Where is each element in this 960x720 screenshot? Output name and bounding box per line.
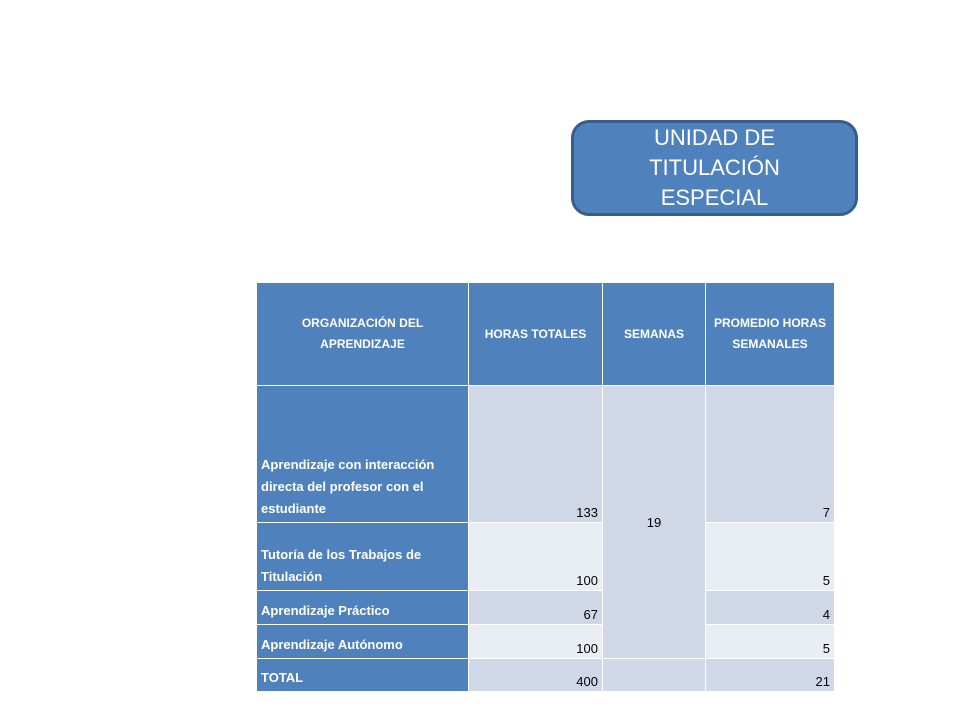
table-header-row xyxy=(257,283,835,386)
row-total-hours: 133 xyxy=(469,386,603,523)
row-label: Tutoría de los Trabajos de Titulación xyxy=(257,523,469,591)
total-label: TOTAL xyxy=(257,659,469,692)
total-avg-weekly-hours: 21 xyxy=(706,659,835,692)
table-row xyxy=(257,386,835,523)
table-row xyxy=(257,523,835,591)
row-avg-weekly-hours: 4 xyxy=(706,591,835,625)
table-row xyxy=(257,591,835,625)
row-label: Aprendizaje Práctico xyxy=(257,591,469,625)
header-organization: ORGANIZACIÓN DEL APRENDIZAJE xyxy=(257,283,469,386)
header-avg-weekly-hours: PROMEDIO HORAS SEMANALES xyxy=(706,283,835,386)
table-total-row xyxy=(257,659,835,692)
header-weeks: SEMANAS xyxy=(603,283,706,386)
row-label: Aprendizaje con interacción directa del profesor con el estudiante xyxy=(257,386,469,523)
section-title-box xyxy=(571,120,858,216)
learning-organization-table xyxy=(256,282,835,692)
row-label: Aprendizaje Autónomo xyxy=(257,625,469,659)
weeks-merged-cell: 19 xyxy=(603,386,706,659)
total-weeks xyxy=(603,659,706,692)
header-total-hours: HORAS TOTALES xyxy=(469,283,603,386)
total-hours: 400 xyxy=(469,659,603,692)
row-total-hours: 67 xyxy=(469,591,603,625)
row-avg-weekly-hours: 5 xyxy=(706,625,835,659)
title-line-2: ESPECIAL xyxy=(660,185,769,210)
row-total-hours: 100 xyxy=(469,625,603,659)
row-total-hours: 100 xyxy=(469,523,603,591)
table-row xyxy=(257,625,835,659)
title-line-1: UNIDAD DE TITULACIÓN xyxy=(649,125,780,180)
row-avg-weekly-hours: 5 xyxy=(706,523,835,591)
row-avg-weekly-hours: 7 xyxy=(706,386,835,523)
